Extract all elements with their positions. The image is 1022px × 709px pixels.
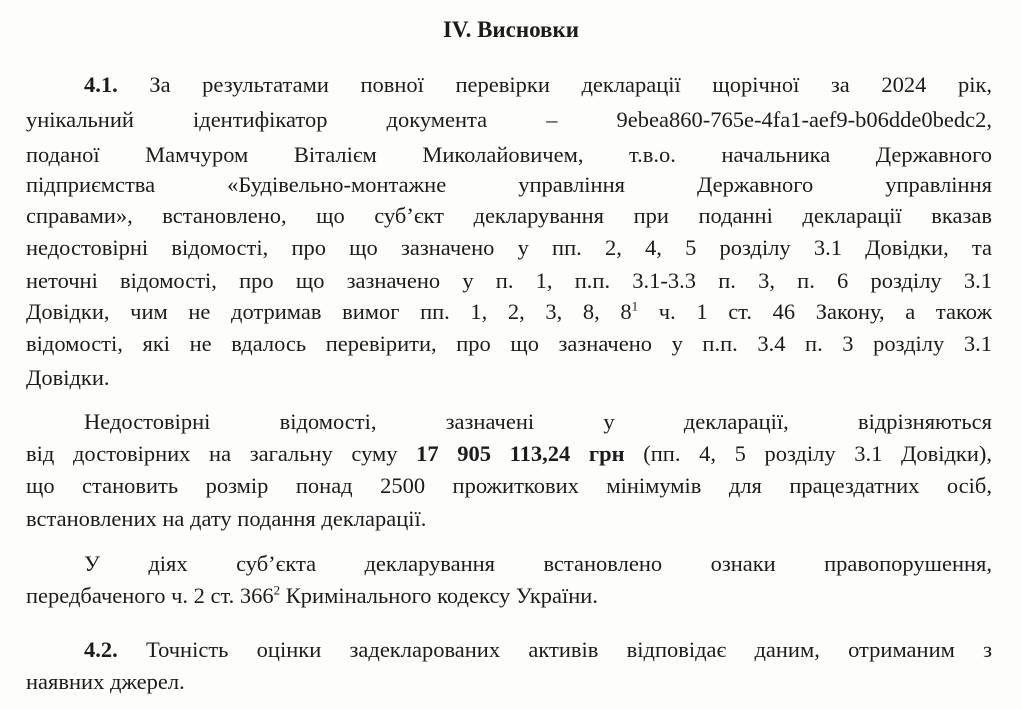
paragraph-text: Кримінального кодексу України. — [280, 583, 598, 608]
paragraph-2-line-4: встановлених на дату подання декларації. — [26, 506, 427, 531]
paragraph-text: передбаченого ч. 2 ст. 366 — [26, 583, 274, 608]
paragraph-text: Точність оцінки задекларованих активів відповідає даним, отриманим з — [117, 637, 992, 662]
paragraph-4-1-line-6: недостовірні відомості, про що зазначено у пп. 2, 4, 5 розділу 3.1 Довідки, та — [26, 235, 992, 260]
paragraph-4-1-line-2: унікальний ідентифікатор документа – 9ebea860-765e-4fa1-aef9-b06dde0bedc2, — [26, 107, 992, 132]
paragraph-4-2-line-1 — [84, 634, 992, 666]
clause-number-4-2: 4.2. — [84, 637, 118, 662]
paragraph-2-line-1: Недостовірні відомості, зазначені у декларації, відрізняються — [84, 409, 992, 434]
paragraph-text: (пп. 4, 5 розділу 3.1 Довідки), — [624, 441, 992, 466]
paragraph-4-1-line-3: поданої Мамчуром Віталієм Миколайовичем, т.в.о. начальника Державного — [26, 142, 992, 167]
total-amount: 17 905 113,24 грн — [416, 441, 625, 466]
paragraph-text: ч. 1 ст. 46 Закону, а також — [638, 299, 992, 324]
paragraph-text: За результатами повної перевірки декларації щорічної за 2024 рік, — [149, 72, 993, 97]
paragraph-4-1-line-4: підприємства «Будівельно-монтажне управління Державного управління — [26, 172, 992, 197]
paragraph-4-1-line-5: справами», встановлено, що суб’єкт декларування при поданні декларації вказав — [26, 203, 992, 228]
paragraph-4-1-line-8 — [26, 296, 992, 328]
paragraph-2-line-2 — [26, 438, 992, 470]
superscript: 2 — [273, 582, 281, 598]
paragraph-text: від достовірних на загальну суму — [26, 441, 417, 466]
paragraph-3-line-1: У діях суб’єкта декларування встановлено ознаки правопорушення, — [84, 551, 992, 576]
paragraph-4-1-line-1 — [84, 69, 992, 101]
paragraph-3-line-2 — [26, 580, 992, 612]
paragraph-2-line-3: що становить розмір понад 2500 прожиткових мінімумів для працездатних осіб, — [26, 473, 992, 498]
paragraph-text: Довідки, чим не дотримав вимог пп. 1, 2, 3, 8, 8 — [26, 299, 632, 324]
paragraph-4-1-line-9: відомості, які не вдалось перевірити, про що зазначено у п.п. 3.4 п. 3 розділу 3.1 — [26, 331, 992, 356]
superscript: 1 — [631, 298, 639, 314]
clause-number-4-1: 4.1. — [84, 72, 118, 97]
paragraph-4-1-line-10: Довідки. — [26, 365, 110, 390]
paragraph-4-2-line-2: наявних джерел. — [26, 669, 185, 694]
paragraph-4-1-line-7: неточні відомості, про що зазначено у п. 1, п.п. 3.1-3.3 п. 3, п. 6 розділу 3.1 — [26, 268, 992, 293]
section-heading: IV. Висновки — [442, 17, 579, 42]
